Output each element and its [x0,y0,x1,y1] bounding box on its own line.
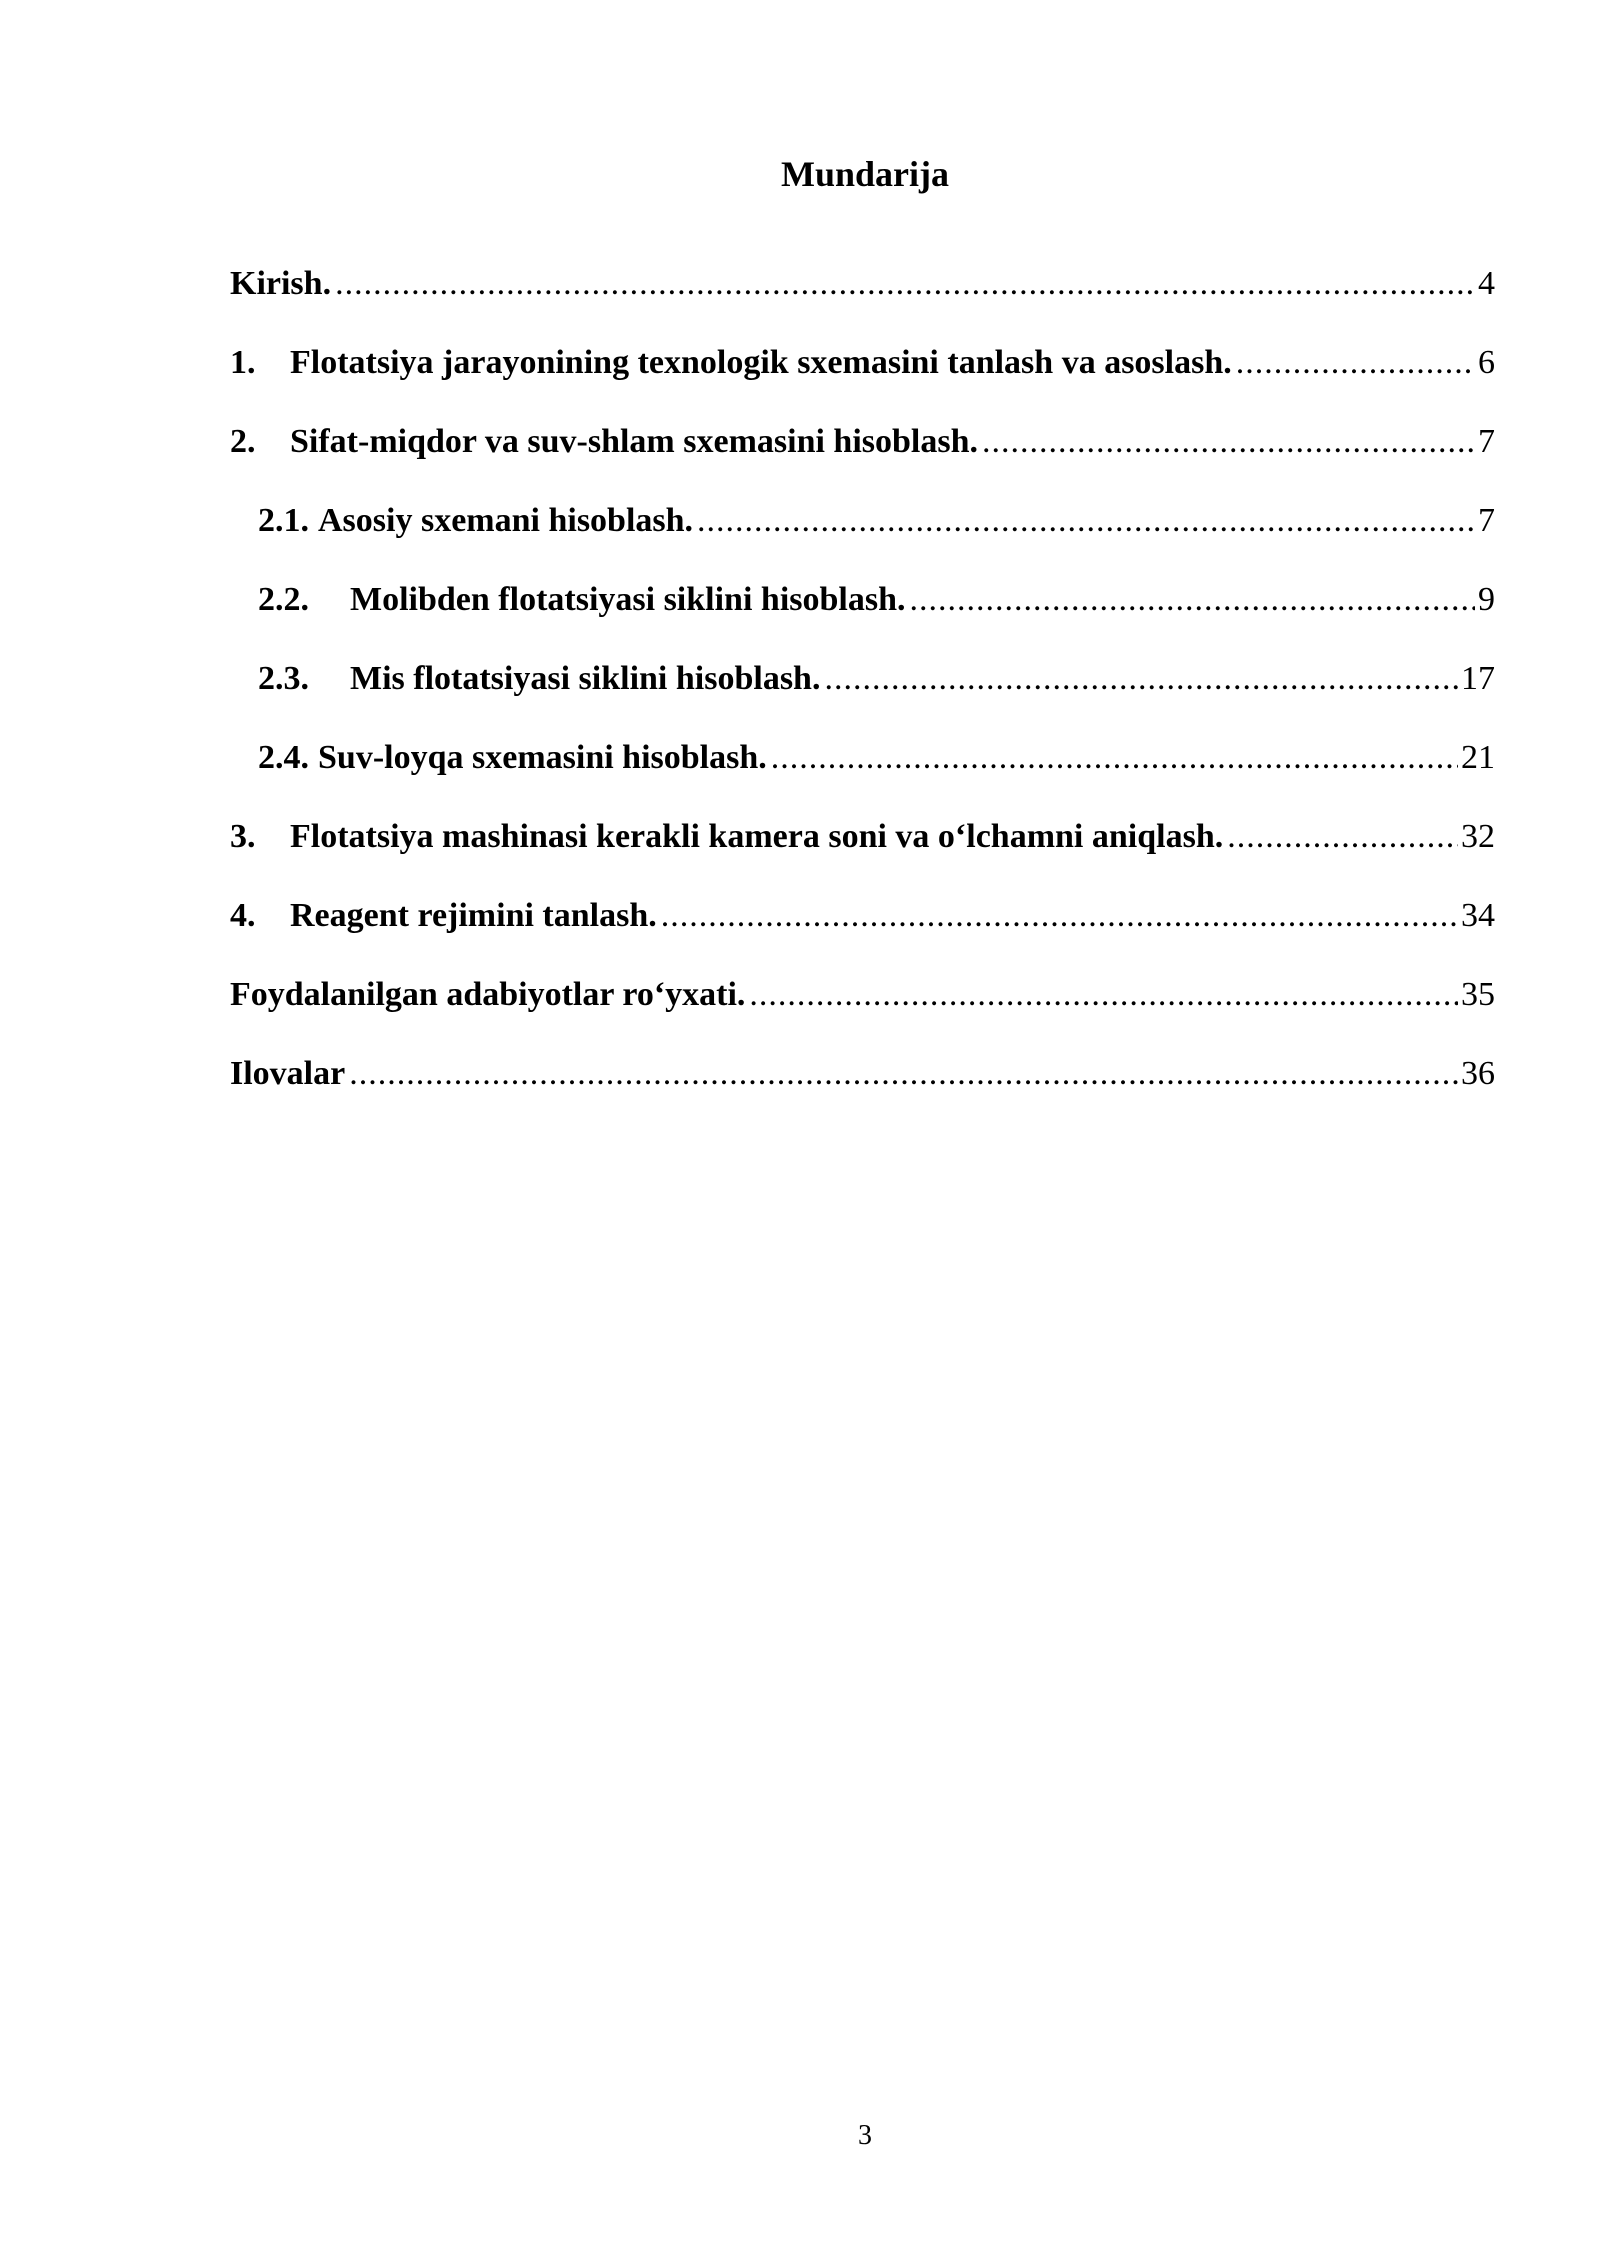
toc-entry-number: 2.4. [258,739,309,776]
toc-entry-3[interactable] [230,811,1495,890]
table-of-contents [230,258,1495,1127]
toc-entry-adabiyotlar[interactable] [230,969,1495,1048]
toc-leader-dots [824,653,1458,705]
toc-entry-text: Kirish. [230,265,332,302]
toc-leader-dots [349,1048,1458,1100]
toc-leader-dots [749,969,1458,1021]
toc-title: Mundarija [780,154,949,194]
toc-entry-page: 7 [1478,423,1495,460]
toc-entry-page: 21 [1461,739,1495,776]
toc-entry-1[interactable] [230,337,1495,416]
toc-entry-number: 3. [230,818,256,855]
toc-leader-dots [1227,811,1458,863]
toc-entry-page: 7 [1478,502,1495,539]
page-number: 3 [858,2120,872,2151]
toc-entry-text: Reagent rejimini tanlash. [290,897,657,934]
toc-entry-number: 2. [230,423,256,460]
toc-entry-ilovalar[interactable] [230,1048,1495,1127]
toc-entry-number: 2.3. [258,660,309,697]
toc-entry-2[interactable] [230,416,1495,495]
toc-entry-number: 1. [230,344,256,381]
toc-entry-text: Foydalanilgan adabiyotlar ro‘yxati. [230,976,746,1013]
toc-leader-dots [1236,337,1475,389]
toc-entry-page: 6 [1478,344,1495,381]
toc-entry-text: Molibden flotatsiyasi siklini hisoblash. [350,581,906,618]
toc-entry-page: 35 [1461,976,1495,1013]
toc-entry-2-3[interactable] [230,653,1495,732]
toc-entry-2-1[interactable] [230,495,1495,574]
toc-entry-page: 32 [1461,818,1495,855]
toc-leader-dots [771,732,1458,784]
toc-entry-number: 2.2. [258,581,309,618]
toc-entry-page: 9 [1478,581,1495,618]
toc-entry-2-2[interactable] [230,574,1495,653]
toc-entry-text: Flotatsiya jarayonining texnologik sxemasini tanlash va asoslash. [290,344,1232,381]
toc-entry-text: Sifat-miqdor va suv-shlam sxemasini hisoblash. [290,423,979,460]
toc-entry-kirish[interactable] [230,258,1495,337]
toc-entry-text: Asosiy sxemani hisoblash. [318,502,694,539]
toc-leader-dots [661,890,1458,942]
toc-entry-text: Mis flotatsiyasi siklini hisoblash. [350,660,821,697]
toc-entry-number: 4. [230,897,256,934]
toc-entry-text: Flotatsiya mashinasi kerakli kamera soni va o‘lchamni aniqlash. [290,818,1224,855]
toc-entry-page: 4 [1478,265,1495,302]
toc-entry-text: Ilovalar [230,1055,346,1092]
toc-entry-4[interactable] [230,890,1495,969]
toc-leader-dots [982,416,1475,468]
toc-entry-number: 2.1. [258,502,309,539]
toc-entry-page: 36 [1461,1055,1495,1092]
toc-leader-dots [335,258,1475,310]
toc-entry-text: Suv-loyqa sxemasini hisoblash. [318,739,767,776]
toc-entry-page: 34 [1461,897,1495,934]
toc-entry-2-4[interactable] [230,732,1495,811]
toc-leader-dots [697,495,1475,547]
toc-leader-dots [910,574,1476,626]
toc-entry-page: 17 [1461,660,1495,697]
